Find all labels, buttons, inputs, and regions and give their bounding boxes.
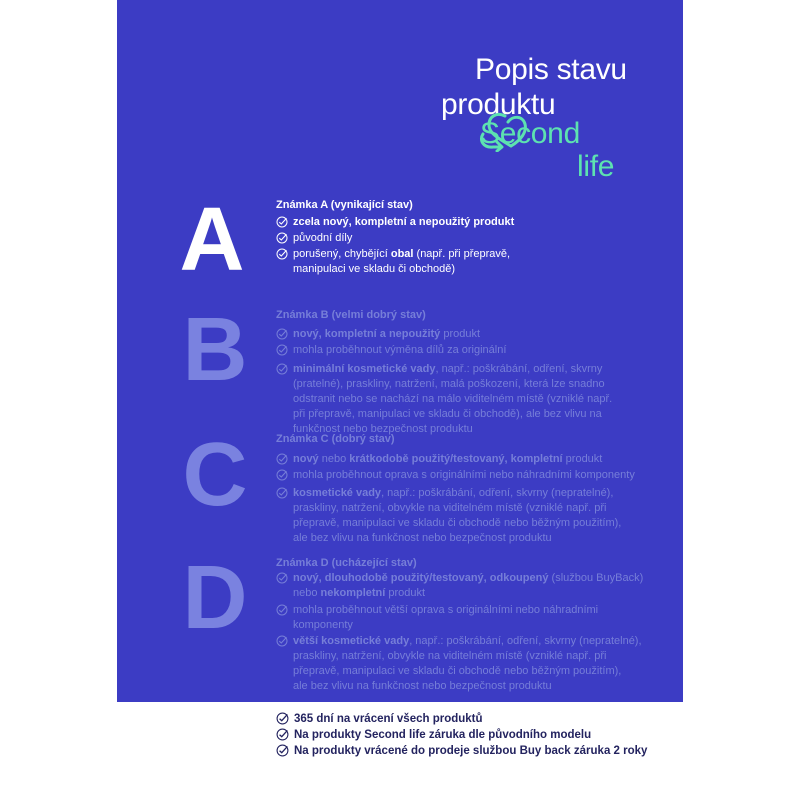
item-text: produkt [440,328,481,340]
footer-item-buyback [294,743,647,759]
check-circle-icon [276,744,289,757]
title-second: Second [480,117,580,150]
item-text: komponenty [293,619,353,631]
item-text: produkt [385,587,426,599]
item-text: nekompletní [320,587,386,599]
grade-c-heading: Známka C (dobrý stav) [276,433,395,445]
grade-b-heading: Známka B (velmi dobrý stav) [276,309,426,321]
check-circle-icon [276,712,289,725]
item-text: ale bez vlivu na funkčnost nebo bezpečnost produktu [293,680,552,692]
item-text: minimální kosmetické vady [293,363,436,375]
check-circle-icon [276,363,288,375]
grade-b-item [293,327,663,342]
footer-text: 365 dní na vrácení všech produktů [294,713,483,725]
grade-d-item [293,571,663,601]
grade-b-item [293,343,663,358]
check-circle-icon [276,453,288,465]
grade-letter-d: D [182,548,248,648]
item-text: (např. při přepravě, [413,248,511,260]
grade-letter-b: B [182,300,248,400]
grade-a-item [293,247,663,277]
item-text: nový, dlouhodobě použitý/testovaný, odkoupený [293,572,549,584]
item-text: porušený, chybějící [293,248,391,260]
check-circle-icon [276,216,288,228]
footer-text: Na produkty Second life záruka dle původního modelu [294,729,592,741]
grade-d-item [293,634,663,694]
item-text: mohla proběhnout větší oprava s originálními nebo náhradními [293,604,599,616]
item-text: při přepravě, manipulaci ve skladu či obchodě), ale bez vlivu na [293,408,602,420]
item-text: původní díly [293,232,353,244]
item-text: nebo [293,587,321,599]
grade-c-item [293,468,663,483]
title-life: life [577,150,615,183]
check-circle-icon [276,248,288,260]
item-text: , např.: poškrábání, odření, skvrny (nepratelné), [409,635,642,647]
grade-a-item [293,231,663,246]
footer-text: Na produkty vrácené do prodeje službou Buy back záruka 2 roky [294,745,648,757]
grade-letter-a: A [179,190,245,290]
item-text: ale bez vlivu na funkčnost nebo bezpečnost produktu [293,532,552,544]
item-text: přepravě, manipulaci ve skladu či obchodě nebo běžným použitím), [293,665,622,677]
item-text: nový, kompletní a nepoužitý [293,328,441,340]
item-text: nebo [318,453,350,465]
item-text: kosmetické vady [293,487,382,499]
item-text: praskliny, natržení, obvykle na viditelném místě (vzniklé např. při [293,650,607,662]
item-text: produkt [562,453,603,465]
check-circle-icon [276,572,288,584]
grade-b-item [293,362,663,437]
second-life-heart-icon [477,110,529,152]
title-line-1: Popis stavu [475,53,627,86]
item-text: větší kosmetické vady [293,635,410,647]
item-text: (službou BuyBack) [548,572,644,584]
footer-item-warranty [294,727,591,743]
grade-c-item [293,486,663,546]
item-text: , např.: poškrábání, odření, skvrny [435,363,603,375]
footer-item-returns [294,711,483,727]
grade-a-item [293,215,663,230]
check-circle-icon [276,635,288,647]
item-text: funkčnost nebo bezpečnost produktu [293,423,473,435]
check-circle-icon [276,344,288,356]
item-text: manipulaci ve skladu či obchodě) [293,263,456,275]
item-text: mohla proběhnout oprava s originálními nebo náhradními komponenty [293,469,635,481]
grade-letter-c: C [182,425,248,525]
title-line-2: produktu [441,88,556,121]
grade-d-heading: Známka D (ucházející stav) [276,557,417,569]
check-circle-icon [276,328,288,340]
item-text: mohla proběhnout výměna dílů za originální [293,344,507,356]
item-text: zcela nový, kompletní a nepoužitý produkt [293,216,515,228]
grade-c-item [293,452,663,467]
item-text: (pratelné), praskliny, natržení, malá poškození, která lze snadno [293,378,605,390]
check-circle-icon [276,232,288,244]
item-text: nový [293,453,319,465]
check-circle-icon [276,604,288,616]
check-circle-icon [276,487,288,499]
grade-d-item [293,603,663,633]
item-text: přepravě, manipulaci ve skladu či obchodě nebo běžným použitím), [293,517,622,529]
grade-a-heading: Známka A (vynikající stav) [276,199,413,211]
item-text: , např.: poškrábání, odření, skvrny (nepratelné), [381,487,614,499]
item-text: praskliny, natržení, obvykle na viditelném místě (vzniklé např. při [293,502,607,514]
check-circle-icon [276,469,288,481]
item-text: krátkodobě použitý/testovaný, kompletní [349,453,563,465]
item-text: obal [390,248,414,260]
item-text: odstranit nebo se nachází na málo viditelném místě (vzniklé např. [293,393,613,405]
check-circle-icon [276,728,289,741]
